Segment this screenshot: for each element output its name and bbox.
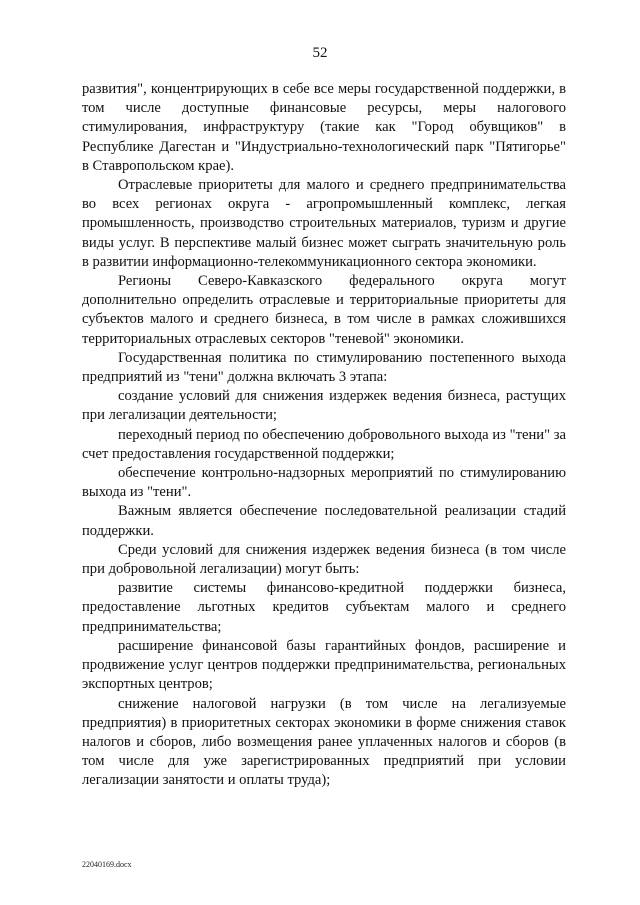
paragraph: Государственная политика по стимулированию постепенного выхода предприятий из "тени" должна включать 3 этапа: bbox=[82, 349, 566, 386]
paragraph: Важным является обеспечение последовательной реализации стадий поддержки. bbox=[82, 503, 566, 539]
paragraph: Регионы Северо-Кавказского федерального округа могут дополнительно определить отраслевые и территориальные приоритеты для субъектов малого и среднего бизнеса, в том числе в рамках сложившихся территориальных отраслевых секторов "теневой" экономики. bbox=[82, 273, 566, 347]
file-name-footer: 22040169.docx bbox=[82, 860, 132, 869]
list-item: развитие системы финансово-кредитной поддержки бизнеса, предоставление льготных кредитов субъектам малого и среднего предпринимательства; bbox=[82, 580, 566, 635]
list-item: расширение финансовой базы гарантийных фондов, расширение и продвижение услуг центров поддержки предпринимательства, региональных экспортных центров; bbox=[82, 637, 566, 693]
document-body bbox=[82, 80, 566, 791]
page-number: 52 bbox=[312, 45, 328, 61]
paragraph: развития", концентрирующих в себе все меры государственной поддержки, в том числе доступные финансовые ресурсы, меры налогового стимулирования, инфраструктуру (такие как "Город обувщиков" в Республике Дагестан и "Индустриально-технологический парк "Пятигорье" в Ставропольском крае). bbox=[82, 81, 566, 174]
paragraph: Среди условий для снижения издержек ведения бизнеса (в том числе при добровольной легализации) могут быть: bbox=[82, 541, 566, 578]
list-item: снижение налоговой нагрузки (в том числе на легализуемые предприятия) в приоритетных секторах экономики в форме снижения ставок налогов и сборов, либо возмещения ранее уплаченных налогов и сборов (в том числе для уже зарегистрированных предприятий при условии легализации занятости и оплаты труда); bbox=[82, 695, 566, 789]
list-item: переходный период по обеспечению добровольного выхода из "тени" за счет предоставления государственной поддержки; bbox=[82, 426, 566, 462]
paragraph: Отраслевые приоритеты для малого и среднего предпринимательства во всех регионах округа - агропромышленный комплекс, легкая промышленность, производство строительных материалов, туризм и другие виды услуг. В перспективе малый бизнес может сыграть значительную роль в развитии информационно-телекоммуникационного сектора экономики. bbox=[82, 177, 566, 270]
list-item: обеспечение контрольно-надзорных мероприятий по стимулированию выхода из "тени". bbox=[82, 465, 566, 501]
list-item: создание условий для снижения издержек ведения бизнеса, растущих при легализации деятельности; bbox=[82, 388, 566, 424]
